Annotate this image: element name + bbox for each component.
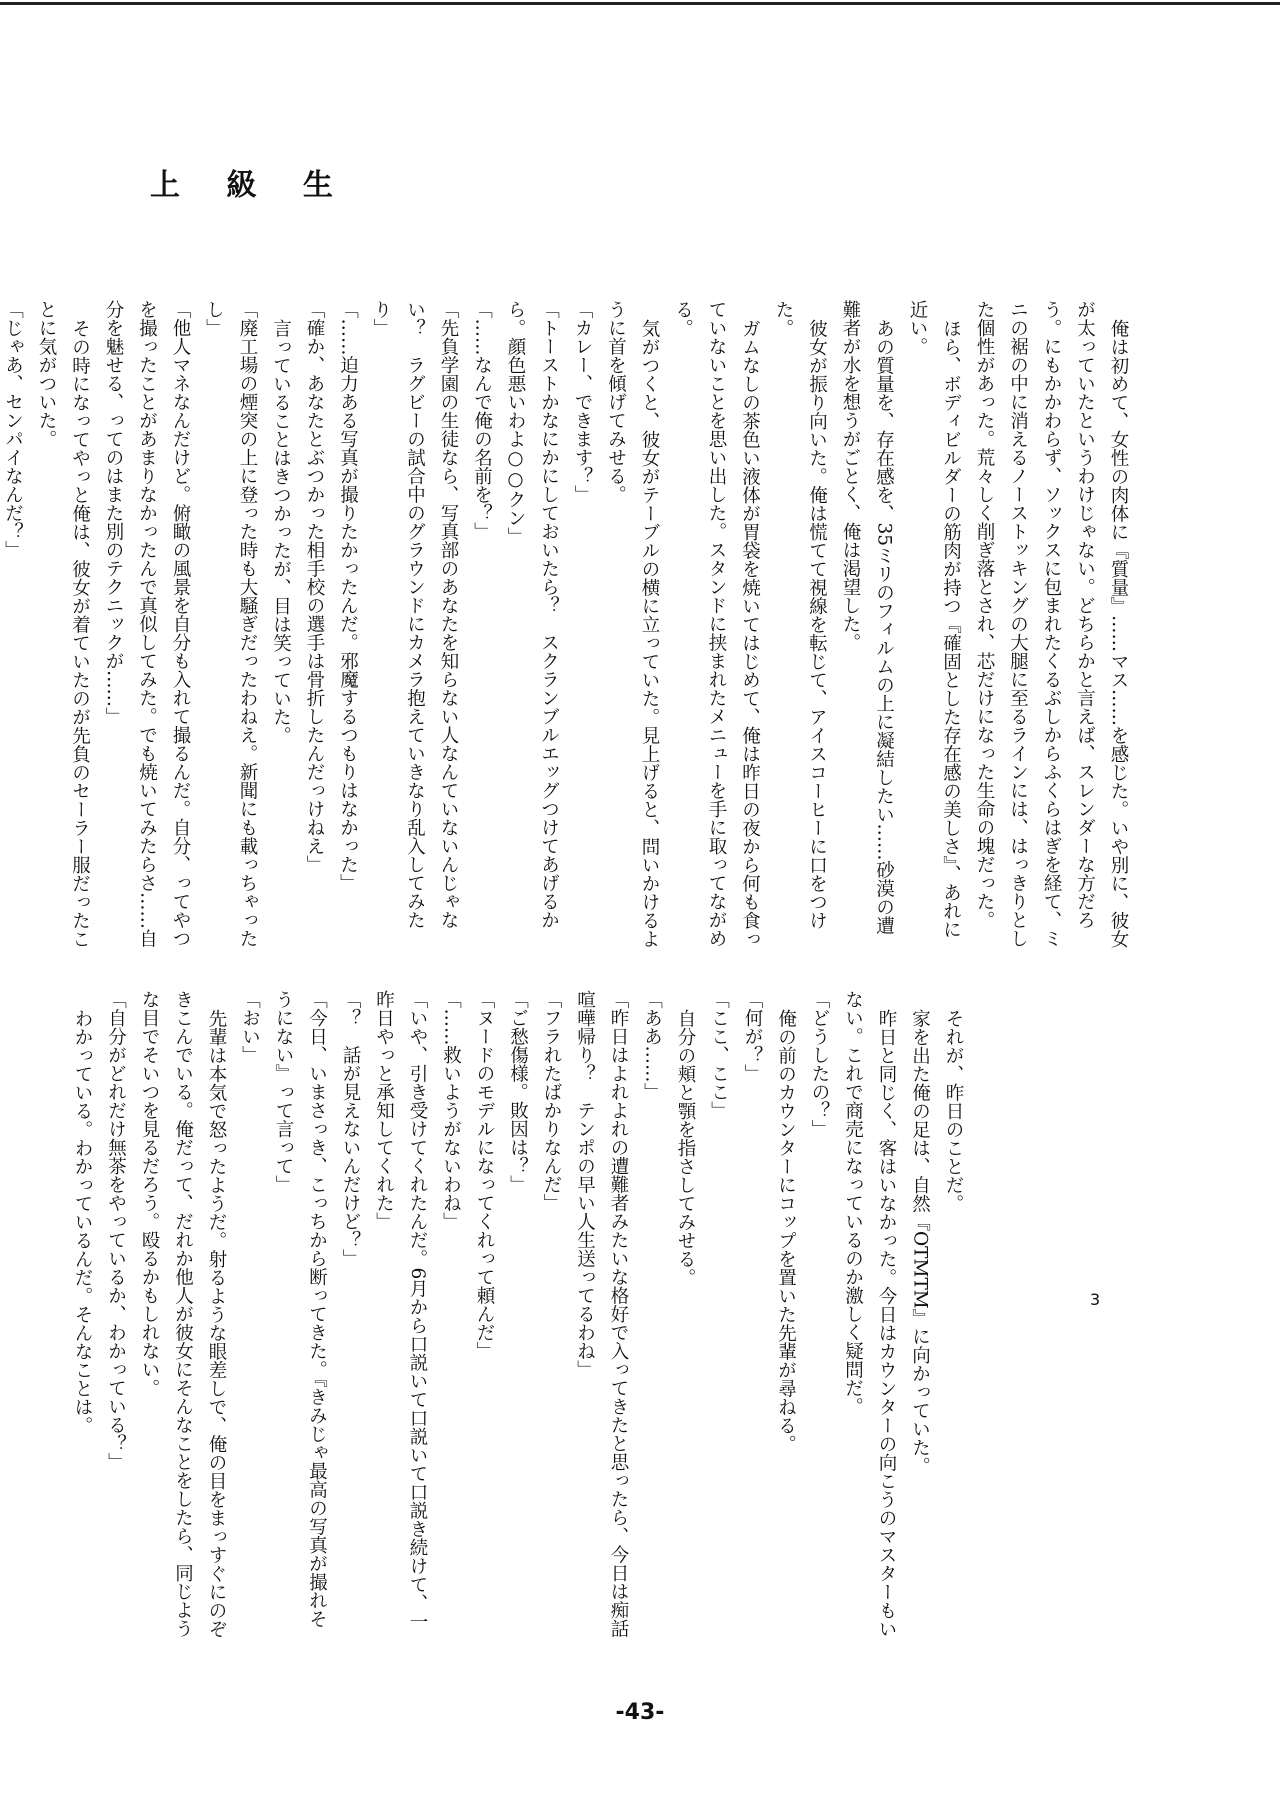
text-line: 「自分がどれだけ無茶をやっているか、わかっている？」 xyxy=(105,990,127,1471)
text-line: 「フラれたばかりなんだ」 xyxy=(541,990,562,1212)
text-line: 「？ 話が見えないんだけど？」 xyxy=(340,990,361,1268)
text-line: 言っていることはきつかったが、目は笑っていた。 xyxy=(270,318,292,744)
text-line: 彼女が振り向いた。俺は慌てて視線を転じて、アイスコーヒーに口をつけた。 xyxy=(773,300,828,929)
text-line: 気がつくと、彼女がテーブルの横に立っていた。見上げると、問いかけるように首を傾げてみせる。 xyxy=(605,300,660,948)
text-line: それが、昨日のことだ。 xyxy=(943,1008,964,1212)
text-line: 昨日と同じく、客はいなかった。今日はカウンターの向こうのマスターもいない。これで商売になっているのか激しく疑問だ。 xyxy=(842,990,897,1638)
text-line: 「ああ……」 xyxy=(641,990,663,1101)
section-number: 3 xyxy=(1090,1290,1101,1309)
chapter-title: 上 級 生 xyxy=(150,168,351,203)
text-line: 「おい」 xyxy=(239,990,261,1064)
text-line: 「ヌードのモデルになってくれって頼んだ」 xyxy=(474,990,495,1360)
text-line: その時になってやっと俺は、彼女が着ていたのが先負のセーラー服だったことに気がついた。 xyxy=(36,300,91,948)
text-line: 「カレー、できます？」 xyxy=(572,300,593,504)
text-line: 「……なんで俺の名前を？」 xyxy=(471,300,493,541)
text-line: 「トーストかなにかにしておいたら？ スクランブルエッグつけてあげるから。顔色悪いわよ○○クン」 xyxy=(505,300,560,929)
text-line: ガムなしの茶色い液体が胃袋を焼いてはじめて、俺は昨日の夜から何も食っていないことを思い出した。スタンドに挟まれたメニューを手に取ってながめる。 xyxy=(672,300,761,948)
text-line: 先輩は本気で怒ったようだ。射るような眼差しで、俺の目をまっすぐにのぞきこんでいる。俺だって、だれか他人が彼女にそんなことをしたら、同じような目でそいつを見るだろう。殴るかもしれない。 xyxy=(139,990,227,1638)
text-line: 俺の前のカウンターにコップを置いた先輩が尋ねる。 xyxy=(775,1008,797,1453)
text-line: 「何が？」 xyxy=(742,990,763,1083)
text-line: あの質量を、存在感を、35ミリのフィルムの上に凝結したい……砂漠の遭難者が水を想うがごとく、俺は渇望した。 xyxy=(840,300,895,935)
text-line: 自分の頬と顎を指さしてみせる。 xyxy=(675,1008,696,1286)
text-line: 「どうしたの？」 xyxy=(809,990,830,1138)
text-line: 「昨日はよれよれの遭難者みたいな格好で入ってきたと思ったら、今日は痴話喧嘩帰り？ テンポの早い人生送ってるわね」 xyxy=(574,990,629,1638)
text-line: 「他人マネなんだけど。俯瞰の風景を自分も入れて撮るんだ。自分、ってやつを撮ったことがあまりなかったんで真似してみた。でも焼いてみたらさ……自分を魅せる、ってのはまた別のテクニックが……」 xyxy=(103,300,191,948)
text-line: 「じゃあ、センパイなんだ？」 xyxy=(2,300,24,559)
page-number: -43- xyxy=(615,1700,665,1725)
text-line: 「ここ、ここ」 xyxy=(708,990,730,1120)
text-line: ほら、ボディビルダーの筋肉が持つ『確固とした存在感の美しさ』、あれに近い。 xyxy=(907,300,962,939)
text-line: 「今日、いまさっき、こっちから断ってきた。『きみじゃ最高の写真が撮れそうにない』って言って」 xyxy=(273,990,328,1629)
text-line: わかっている。わかっているんだ。そんなことは。 xyxy=(72,1008,93,1434)
upper-text-block xyxy=(2,300,1135,950)
text-line: 俺は初めて、女性の肉体に『質量』……マス……を感じた。いや別に、彼女が太っていたというわけじゃない。どちらかと言えば、スレンダーな方だろう。にもかかわらず、ソックスに包まれたくるぶしからふくらはぎを経て、ミニの裾の中に消えるノーストッキングの大腿に至るラインには、はっきりとした個性があった。荒々しく削ぎ落とされ、芯だけになった生命の塊だった。 xyxy=(974,300,1129,948)
top-rule xyxy=(0,2,1280,5)
text-line: 「いや、引き受けてくれたんだ。6月から口説いて口説いて口説き続けて、一昨日やっと承知してくれた」 xyxy=(373,990,428,1631)
lower-text-block xyxy=(72,990,970,1640)
text-line: 家を出た俺の足は、自然『OTMTM』に向かっていた。 xyxy=(909,1008,931,1475)
text-line: 「……救いようがないわね」 xyxy=(440,990,462,1231)
text-line: 「ご愁傷様。敗因は？」 xyxy=(507,990,529,1194)
text-line: 「廃工場の煙突の上に登った時も大騒ぎだったわねえ。新聞にも載っちゃったし」 xyxy=(203,300,258,948)
text-line: 「確か、あなたとぶつかった相手校の選手は骨折したんだっけねえ」 xyxy=(304,300,325,874)
text-line: 「……迫力ある写真が撮りたかったんだ。邪魔するつもりはなかった」 xyxy=(337,300,359,892)
text-line: 「先負学園の生徒なら、写真部のあなたを知らない人なんていないんじゃない？ ラグビーの試合中のグラウンドにカメラ抱えていきなり乱入してみたり」 xyxy=(371,300,459,929)
